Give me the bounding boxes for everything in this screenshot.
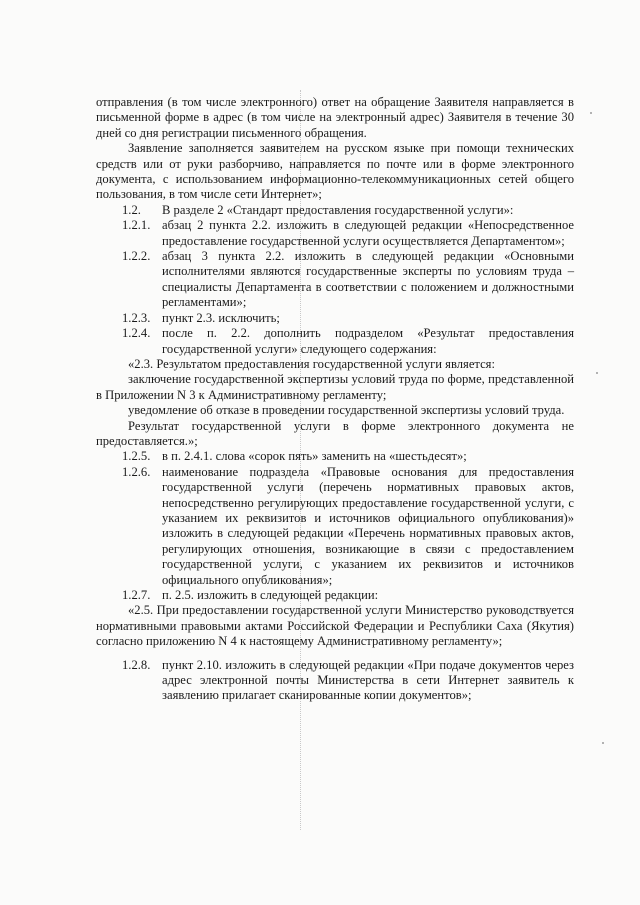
numbered-item <box>96 249 574 311</box>
document-body <box>96 95 574 704</box>
item-number: 1.2.3. <box>122 310 151 325</box>
paragraph: заключение государственной экспертизы условий труда по форме, представленной в Приложении N 3 к Административному регламенту; <box>96 372 574 402</box>
item-number: 1.2.6. <box>122 464 151 479</box>
item-number: 1.2.5. <box>122 449 151 464</box>
item-text: абзац 3 пункта 2.2. изложить в следующей редакции «Основными исполнителями являются государственные эксперты по условиям труда – специалисты Департамента в соответствии с положением и должностными регламентами»; <box>162 249 574 310</box>
paragraph: «2.3. Результатом предоставления государственной услуги является: <box>128 356 495 371</box>
numbered-item <box>96 326 574 357</box>
numbered-item <box>96 449 574 464</box>
item-text: после п. 2.2. дополнить подразделом «Результат предоставления государственной услуги» следующего содержания: <box>162 326 574 356</box>
numbered-item <box>96 588 574 603</box>
item-number: 1.2.2. <box>122 249 151 264</box>
scan-speck <box>596 372 598 374</box>
scan-speck <box>590 112 592 114</box>
numbered-item <box>96 311 574 326</box>
scan-speck <box>602 742 604 744</box>
item-number: 1.2. <box>122 202 141 217</box>
paragraph: уведомление об отказе в проведении государственной экспертизы условий труда. <box>128 403 565 418</box>
item-text: пункт 2.10. изложить в следующей редакции «При подаче документов через адрес электронной почты Министерства в сети Интернет заявитель к заявлению прилагает сканированные копии документов»; <box>162 657 574 703</box>
numbered-item <box>96 203 574 218</box>
paragraph: Результат государственной услуги в форме электронного документа не предоставляется.»; <box>96 418 574 448</box>
item-text: абзац 2 пункта 2.2. изложить в следующей редакции «Непосредственное предоставление государственной услуги осуществляется Департаментом»; <box>162 218 574 248</box>
item-text: пункт 2.3. исключить; <box>162 310 280 325</box>
item-number: 1.2.8. <box>122 657 151 672</box>
item-number: 1.2.7. <box>122 588 151 602</box>
item-text: в п. 2.4.1. слова «сорок пять» заменить на «шестьдесят»; <box>162 449 467 464</box>
item-text: В разделе 2 «Стандарт предоставления государственной услуги»: <box>162 202 514 217</box>
item-number: 1.2.4. <box>122 326 151 341</box>
paragraph: «2.5. При предоставлении государственной услуги Министерство руководствуется нормативными правовыми актами Российской Федерации и Республики Саха (Якутия) согласно приложению N 4 к настоящему Административному регламенту»; <box>96 603 574 649</box>
paragraph: отправления (в том числе электронного) ответ на обращение Заявителя направляется в письменной форме в адрес (в том числе на электронный адрес) Заявителя в течение 30 дней со дня регистрации письменного обращения. <box>96 95 574 140</box>
paragraph: Заявление заполняется заявителем на русском языке при помощи технических средств или от руки разборчиво, направляется по почте или в форме электронного документа, с использованием информационно-телекоммуникационных сетей общего пользования, в том числе сети Интернет»; <box>96 141 574 202</box>
numbered-item <box>96 658 574 704</box>
item-text: наименование подраздела «Правовые основания для предоставления государственной услуги (перечень нормативных правовых актов, непосредственно регулирующих предоставление государственной услуги, с указанием их реквизитов и источников официального опубликования)» изложить в следующей редакции «Перечень нормативных правовых актов, регулирующих отношения, возникающие в связи с предоставлением государственной услуги, с указанием их реквизитов и источников официального опубликования»; <box>162 464 574 587</box>
item-number: 1.2.1. <box>122 218 151 233</box>
item-text: п. 2.5. изложить в следующей редакции: <box>162 588 379 602</box>
numbered-item <box>96 218 574 249</box>
numbered-item <box>96 465 574 588</box>
